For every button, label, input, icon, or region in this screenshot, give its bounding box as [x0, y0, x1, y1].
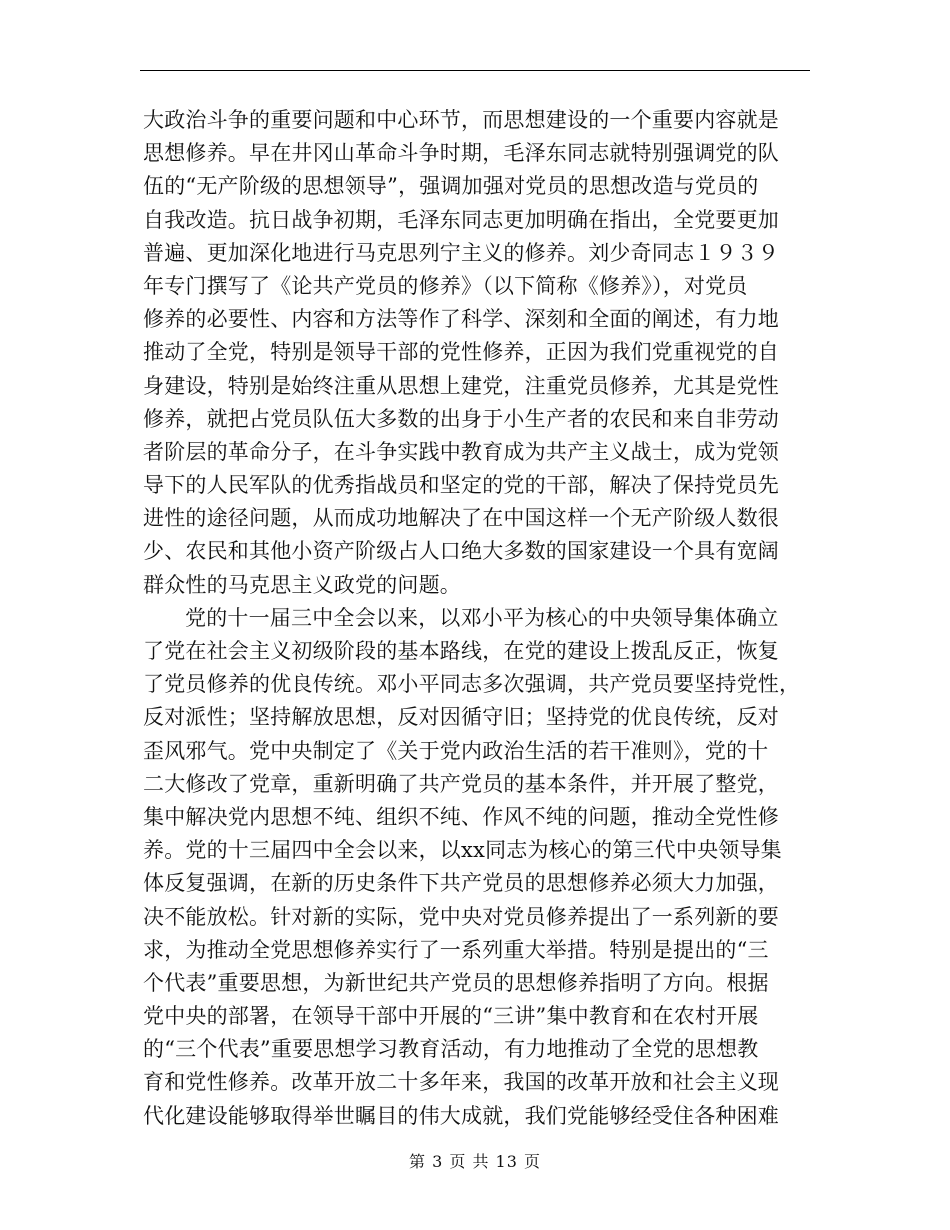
text-line: 自我改造。抗日战争初期，毛泽东同志更加明确在指出，全党要更加: [143, 207, 779, 232]
text-line: 歪风邪气。党中央制定了《关于党内政治生活的若干准则》，党的十: [143, 738, 769, 763]
text-line: 体反复强调，在新的历史条件下共产党员的思想修养必须大力加强，: [143, 871, 779, 896]
text-line: 二大修改了党章，重新明确了共产党员的基本条件，并开展了整党，: [143, 771, 779, 796]
text-line: 修养，就把占党员队伍大多数的出身于小生产者的农民和来自非劳动: [143, 406, 779, 431]
text-line: 的“三个代表”重要思想学习教育活动，有力地推动了全党的思想教: [143, 1037, 759, 1062]
text-line: 养。党的十三届四中全会以来，以xx同志为核心的第三代中央领导集: [143, 838, 782, 863]
text-line: 求，为推动全党思想修养实行了一系列重大举措。特别是提出的“三: [143, 937, 769, 962]
text-line: 反对派性；坚持解放思想，反对因循守旧；坚持党的优良传统，反对: [143, 705, 779, 730]
text-line: 决不能放松。针对新的实际，党中央对党员修养提出了一系列新的要: [143, 904, 779, 929]
text-line: 了党在社会主义初级阶段的基本路线，在党的建设上拨乱反正，恢复: [143, 639, 779, 663]
text-line: 者阶层的革命分子，在斗争实践中教育成为共产主义战士，成为党领: [143, 439, 779, 464]
text-line: 年专门撰写了《论共产党员的修养》（以下简称《修养》），对党员: [143, 273, 748, 298]
text-line: 普遍、更加深化地进行马克思列宁主义的修养。刘少奇同志１９３９: [143, 240, 779, 265]
text-line: 导下的人民军队的优秀指战员和坚定的党的干部，解决了保持党员先: [143, 473, 779, 498]
text-line: 思想修养。早在井冈山革命斗争时期，毛泽东同志就特别强调党的队: [143, 141, 779, 166]
body-text: [143, 104, 815, 1133]
text-line: 个代表”重要思想，为新世纪共产党员的思想修养指明了方向。根据: [143, 970, 769, 995]
text-line: 进性的途径问题，从而成功地解决了在中国这样一个无产阶级人数很: [143, 506, 779, 531]
text-line: 党中央的部署，在领导干部中开展的“三讲”集中教育和在农村开展: [143, 1004, 759, 1029]
header-rule: [140, 70, 810, 71]
text-line: 身建设，特别是始终注重从思想上建党，注重党员修养，尤其是党性: [143, 373, 779, 398]
text-line: 伍的“无产阶级的思想领导”，强调加强对党员的思想改造与党员的: [143, 174, 759, 199]
page-number-footer: 第 3 页 共 13 页: [409, 1152, 541, 1171]
text-line: 推动了全党，特别是领导干部的党性修养，正因为我们党重视党的自: [143, 340, 779, 365]
text-line: 了党员修养的优良传统。邓小平同志多次强调，共产党员要坚持党性，: [143, 672, 801, 697]
paragraph-start-line: 党的十一届三中全会以来，以邓小平为核心的中央领导集体确立: [185, 605, 779, 630]
text-line: 少、农民和其他小资产阶级占人口绝大多数的国家建设一个具有宽阔: [143, 539, 779, 564]
text-line: 集中解决党内思想不纯、组织不纯、作风不纯的问题，推动全党性修: [143, 804, 779, 829]
text-line: 群众性的马克思主义政党的问题。: [143, 572, 461, 597]
text-line: 代化建设能够取得举世瞩目的伟大成就，我们党能够经受住各种困难: [143, 1103, 779, 1128]
text-line: 大政治斗争的重要问题和中心环节，而思想建设的一个重要内容就是: [143, 108, 779, 132]
text-line: 育和党性修养。改革开放二十多年来，我国的改革开放和社会主义现: [143, 1070, 779, 1095]
text-line: 修养的必要性、内容和方法等作了科学、深刻和全面的阐述，有力地: [143, 307, 779, 332]
